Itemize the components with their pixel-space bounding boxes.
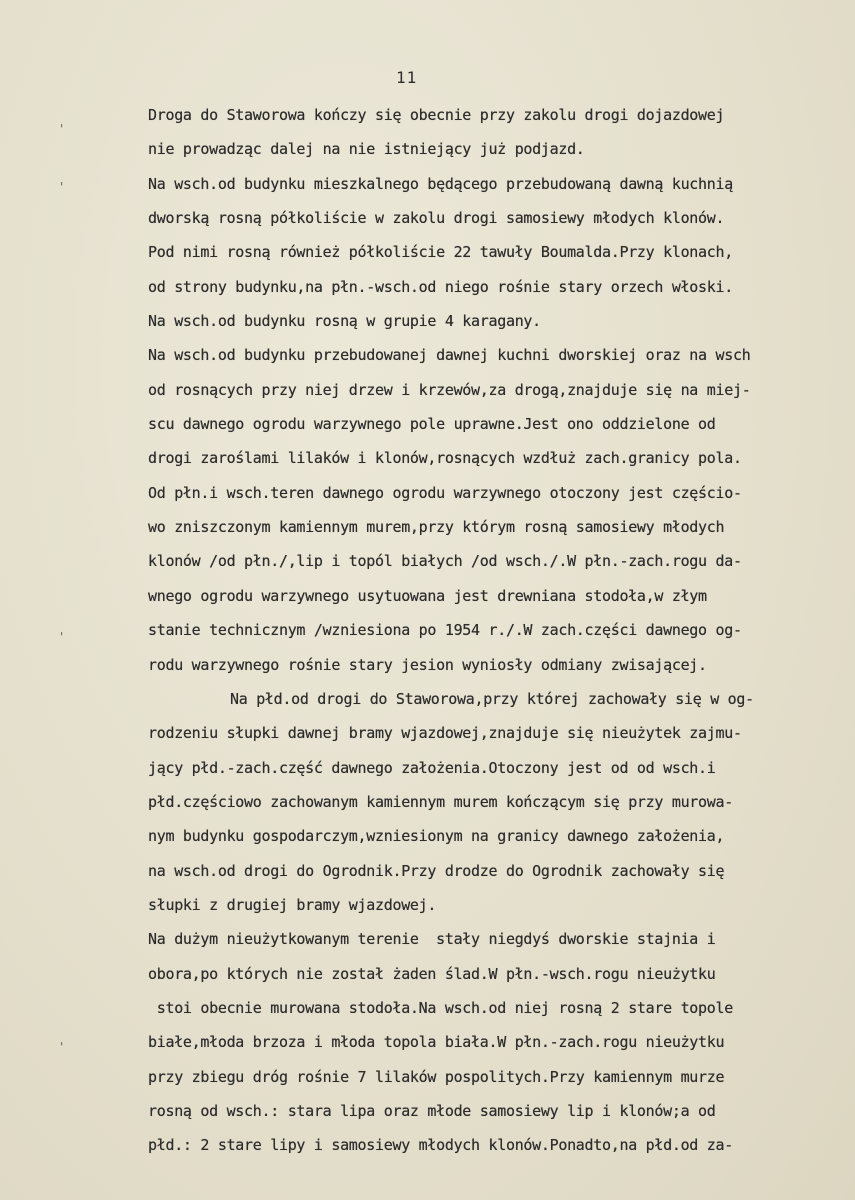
text-line: Na wsch.od budynku przebudowanej dawnej kuchni dworskiej oraz na wsch <box>148 346 751 365</box>
text-line: rodu warzywnego rośnie stary jesion wyniosły odmiany zwisającej. <box>148 655 707 674</box>
text-line: Na płd.od drogi do Staworowa,przy której zachowały się w og- <box>230 689 754 708</box>
text-line: Na dużym nieużytkowanym terenie stały niegdyś dworskie stajnia i <box>148 930 716 949</box>
text-line: Na wsch.od budynku rosną w grupie 4 karagany. <box>148 312 541 331</box>
text-line: nie prowadząc dalej na nie istniejący już podjazd. <box>148 140 585 159</box>
text-line: Droga do Staworowa kończy się obecnie przy zakolu drogi dojazdowej <box>148 106 725 124</box>
margin-mark: ' <box>58 1040 66 1054</box>
text-line: stanie technicznym /wzniesiona po 1954 r./.W zach.części dawnego og- <box>148 621 742 640</box>
margin-mark: ' <box>58 122 66 136</box>
text-line: rosną od wsch.: stara lipa oraz młode samosiewy lip i klonów;a od <box>148 1101 716 1120</box>
text-line: dworską rosną półkoliście w zakolu drogi samosiewy młodych klonów. <box>148 209 725 228</box>
text-line: stoi obecnie murowana stodoła.Na wsch.od niej rosną 2 stare topole <box>148 998 733 1017</box>
margin-mark: ' <box>58 630 66 644</box>
text-line: nym budynku gospodarczym,wzniesionym na granicy dawnego założenia, <box>148 827 725 846</box>
text-line: Pod nimi rosną również półkoliście 22 tawuły Boumalda.Przy klonach, <box>148 243 733 262</box>
text-line: płd.częściowo zachowanym kamiennym murem kończącym się przy murowa- <box>148 792 733 811</box>
text-line: rodzeniu słupki dawnej bramy wjazdowej,znajduje się nieużytek zajmu- <box>148 724 742 743</box>
page-number: 11 <box>396 68 418 87</box>
text-line: na wsch.od drogi do Ogrodnik.Przy drodze do Ogrodnik zachowały się <box>148 861 725 880</box>
text-line: scu dawnego ogrodu warzywnego pole uprawne.Jest ono oddzielone od <box>148 415 716 434</box>
text-line: płd.: 2 stare lipy i samosiewy młodych klonów.Ponadto,na płd.od za- <box>148 1136 733 1155</box>
text-line: Na wsch.od budynku mieszkalnego będącego przebudowaną dawną kuchnią <box>148 174 733 193</box>
text-line: klonów /od płn./,lip i topól białych /od wsch./.W płn.-zach.rogu da- <box>148 552 742 571</box>
text-line: od rosnących przy niej drzew i krzewów,za drogą,znajduje się na miej- <box>148 380 751 399</box>
text-line: przy zbiegu dróg rośnie 7 lilaków pospolitych.Przy kamiennym murze <box>148 1067 725 1086</box>
text-line: wo zniszczonym kamiennym murem,przy którym rosną samosiewy młodych <box>148 518 725 537</box>
text-line: wnego ogrodu warzywnego usytuowana jest drewniana stodoła,w złym <box>148 586 707 605</box>
text-line: obora,po których nie został żaden ślad.W płn.-wsch.rogu nieużytku <box>148 964 716 983</box>
text-line: Od płn.i wsch.teren dawnego ogrodu warzywnego otoczony jest częścio- <box>148 483 742 502</box>
margin-mark: ' <box>58 180 66 194</box>
text-line: od strony budynku,na płn.-wsch.od niego rośnie stary orzech włoski. <box>148 277 733 296</box>
typed-text-body <box>148 98 855 1163</box>
text-line: drogi zaroślami lilaków i klonów,rosnących wzdłuż zach.granicy pola. <box>148 449 742 468</box>
text-line: jący płd.-zach.część dawnego założenia.Otoczony jest od od wsch.i <box>148 758 716 777</box>
text-line: słupki z drugiej bramy wjazdowej. <box>148 895 437 914</box>
text-line: białe,młoda brzoza i młoda topola biała.W płn.-zach.rogu nieużytku <box>148 1033 725 1052</box>
